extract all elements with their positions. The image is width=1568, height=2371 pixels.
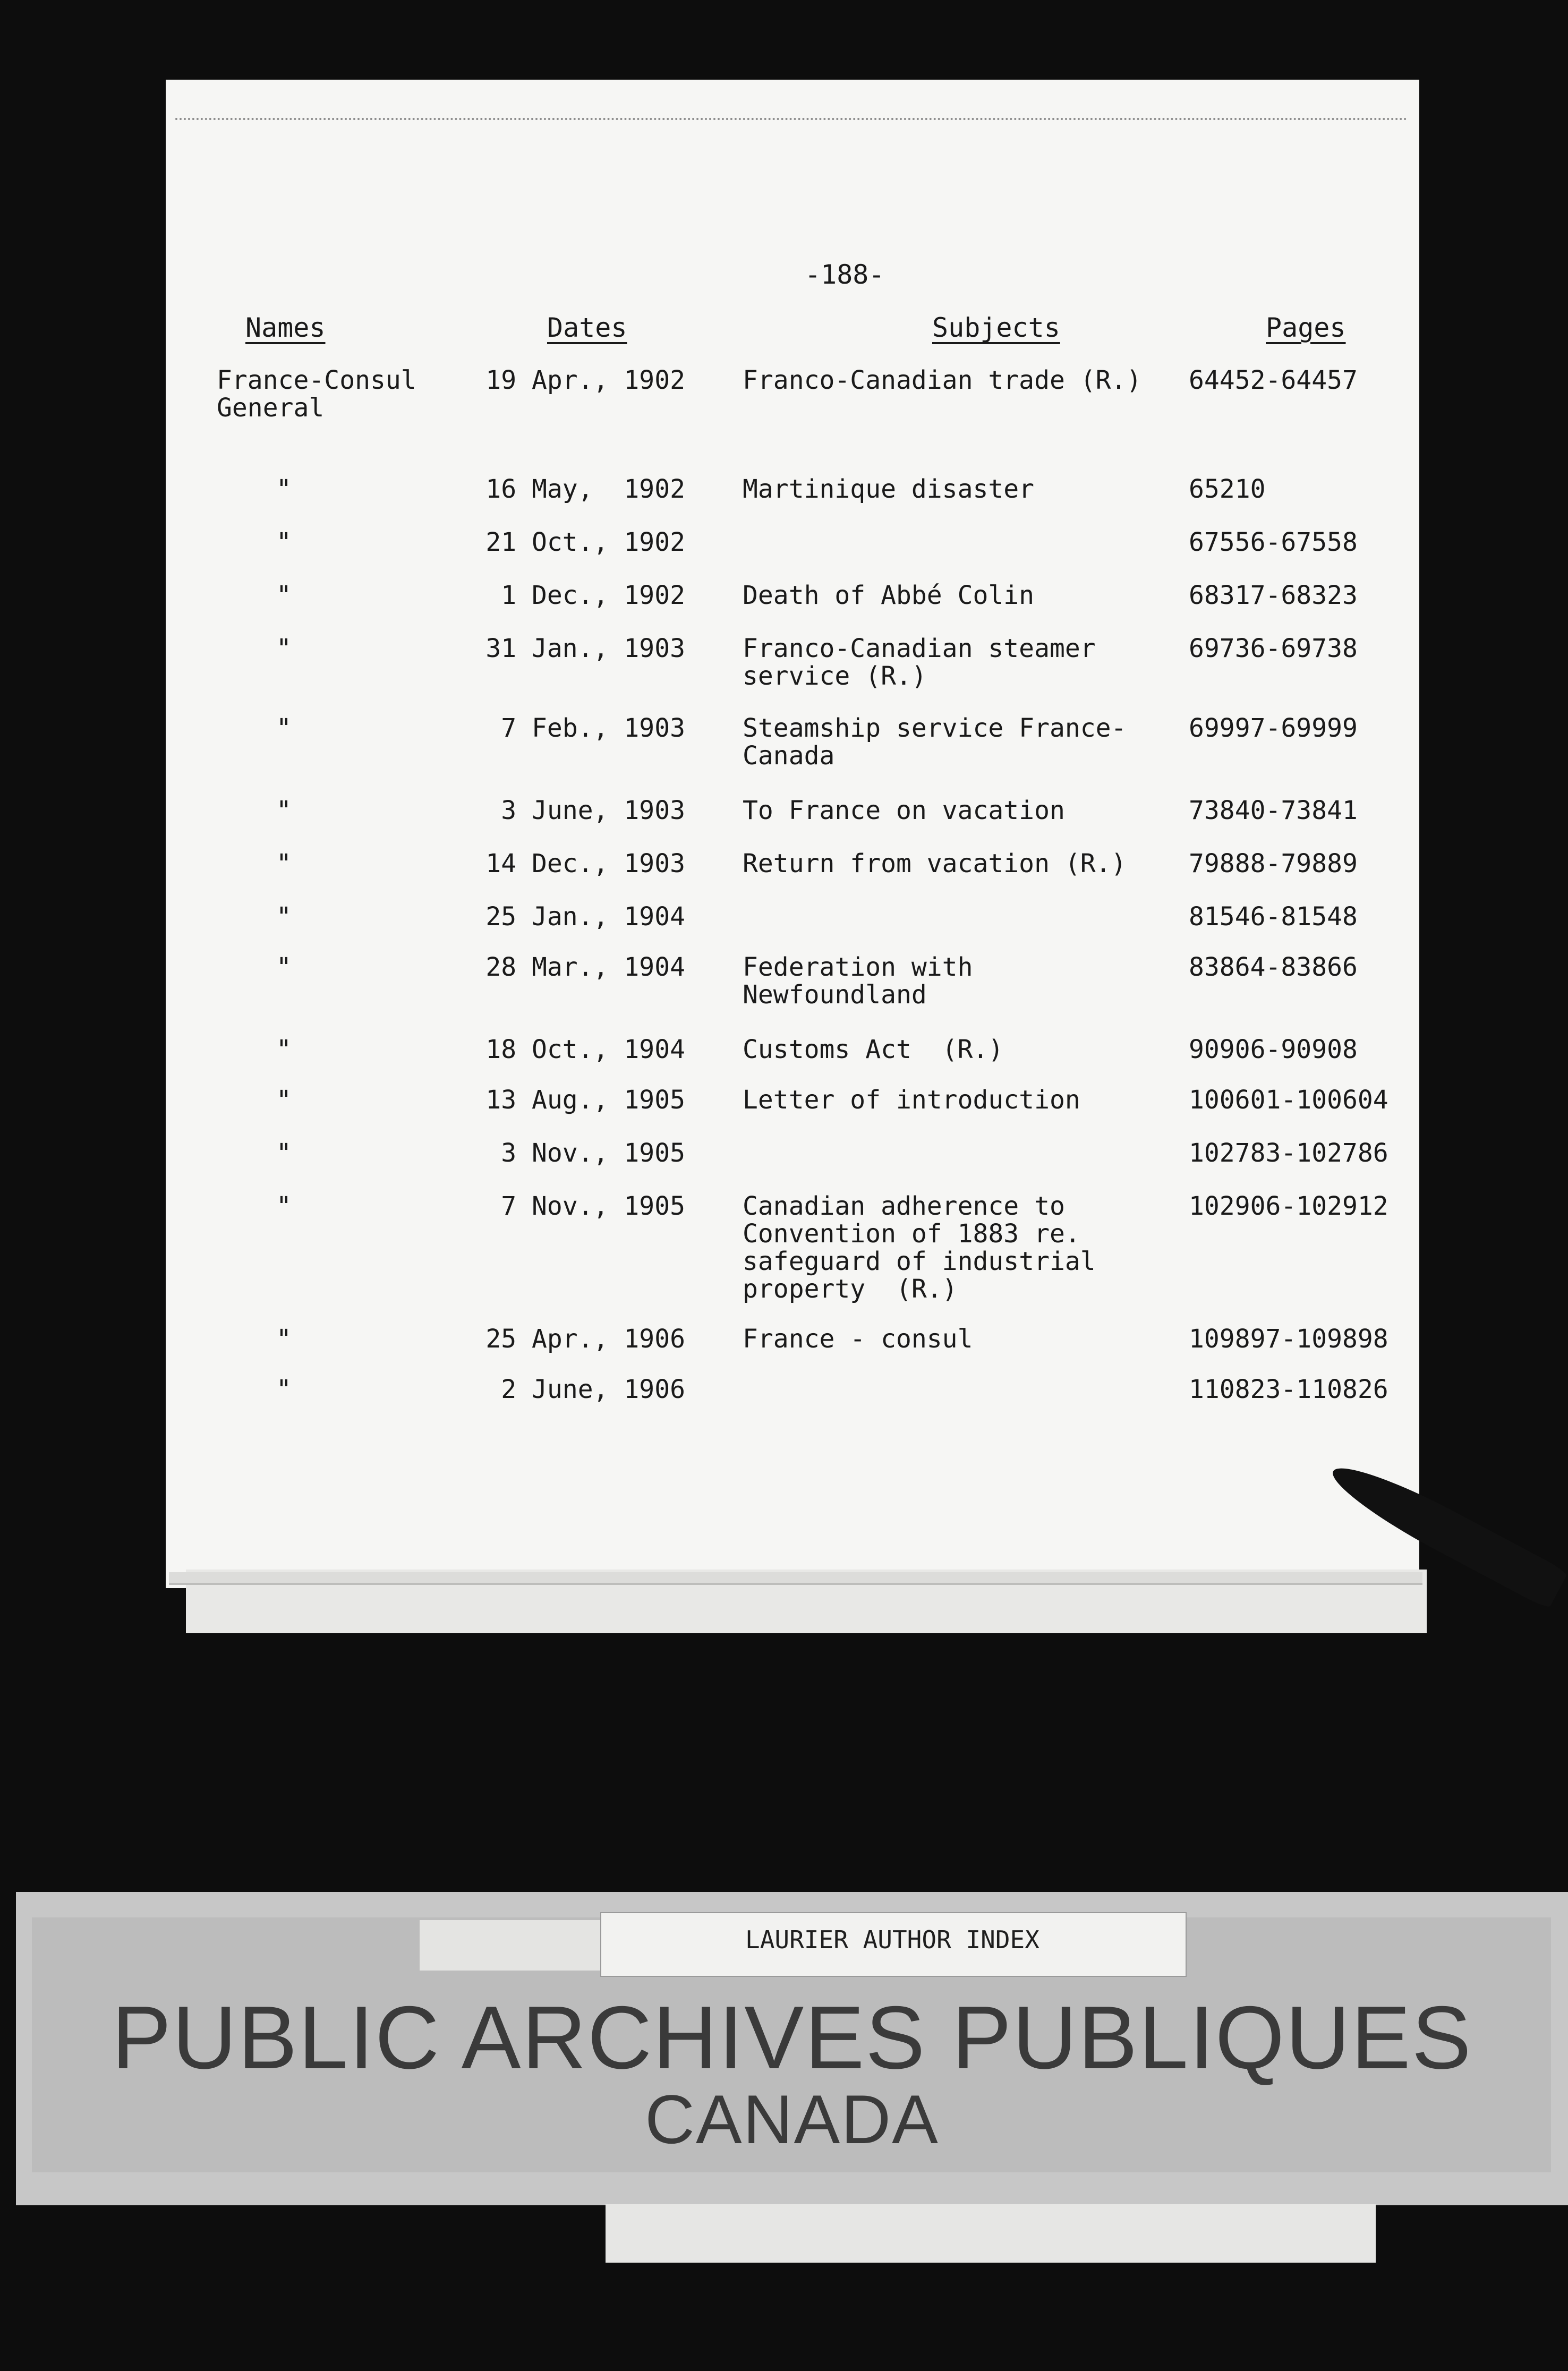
entry-date: 25 Jan., 1904 [485,902,685,932]
document-sheet [166,80,1419,1588]
header-dates: Dates [547,312,627,343]
bottom-tab [606,2204,1376,2263]
entry-subject: Customs Act (R.) [743,1035,1004,1064]
entry-name: " [276,474,292,504]
entry-date: 19 Apr., 1902 [485,365,685,395]
entry-pages: 68317-68323 [1189,581,1358,610]
entry-pages: 90906-90908 [1189,1035,1358,1064]
entry-name: " [276,849,292,879]
entry-date: 7 Feb., 1903 [501,713,685,743]
entry-name: " [276,1375,292,1404]
perforation-line [175,118,1408,120]
entry-date: 7 Nov., 1905 [501,1191,685,1221]
entry-pages: 102783-102786 [1189,1138,1388,1168]
entry-subject: To France on vacation [743,796,1065,825]
entry-name: " [276,1191,292,1221]
entry-date: 31 Jan., 1903 [485,634,685,663]
entry-date: 3 Nov., 1905 [501,1138,685,1168]
entry-date: 21 Oct., 1902 [485,527,685,557]
entry-pages: 73840-73841 [1189,796,1358,825]
entry-date: 13 Aug., 1905 [485,1085,685,1115]
entry-name: " [276,1324,292,1354]
entry-pages: 102906-102912 [1189,1191,1388,1221]
entry-name: " [276,796,292,825]
entry-subject: Death of Abbé Colin [743,581,1035,610]
entry-date: 18 Oct., 1904 [485,1035,685,1064]
entry-subject: Federation with Newfoundland [743,952,973,1010]
header-pages: Pages [1266,312,1346,343]
entry-pages: 65210 [1189,474,1266,504]
entry-pages: 64452-64457 [1189,365,1358,395]
entry-subject: Canadian adherence to Convention of 1883 re. safeguard of industrial property (R.) [743,1191,1096,1304]
index-label: LAURIER AUTHOR INDEX [745,1925,1039,1954]
entry-pages: 67556-67558 [1189,527,1358,557]
entry-name: " [276,581,292,610]
entry-subject: Steamship service France- Canada [743,713,1127,771]
entry-pages: 109897-109898 [1189,1324,1388,1354]
entry-name: " [276,634,292,663]
entry-date: 1 Dec., 1902 [501,581,685,610]
entry-date: 25 Apr., 1906 [485,1324,685,1354]
entry-name: " [276,902,292,932]
entry-subject: France - consul [743,1324,973,1354]
archives-stamp-line2: CANADA [645,2080,939,2158]
entry-name: " [276,952,292,982]
entry-name: " [276,1035,292,1064]
entry-pages: 81546-81548 [1189,902,1358,932]
archives-stamp-line1: PUBLIC ARCHIVES PUBLIQUES [112,1988,1472,2087]
entry-name: France-Consul General [217,365,416,423]
entry-subject: Franco-Canadian steamer service (R.) [743,634,1096,691]
entry-pages: 100601-100604 [1189,1085,1388,1115]
entry-date: 28 Mar., 1904 [485,952,685,982]
entry-subject: Martinique disaster [743,474,1035,504]
entry-date: 14 Dec., 1903 [485,849,685,879]
entry-subject: Return from vacation (R.) [743,849,1127,879]
entry-name: " [276,527,292,557]
header-names: Names [245,312,326,343]
entry-pages: 69997-69999 [1189,713,1358,743]
header-subjects: Subjects [932,312,1060,343]
entry-subject: Franco-Canadian trade (R.) [743,365,1142,395]
entry-date: 16 May, 1902 [485,474,685,504]
entry-pages: 79888-79889 [1189,849,1358,879]
entry-name: " [276,1085,292,1115]
page-number: -188- [805,259,885,290]
entry-pages: 69736-69738 [1189,634,1358,663]
entry-date: 2 June, 1906 [501,1375,685,1404]
entry-name: " [276,1138,292,1168]
entry-date: 3 June, 1903 [501,796,685,825]
entry-subject: Letter of introduction [743,1085,1080,1115]
entry-pages: 83864-83866 [1189,952,1358,982]
sheet-stack-edge-lower [169,1572,1422,1585]
entry-name: " [276,713,292,743]
entry-pages: 110823-110826 [1189,1375,1388,1404]
